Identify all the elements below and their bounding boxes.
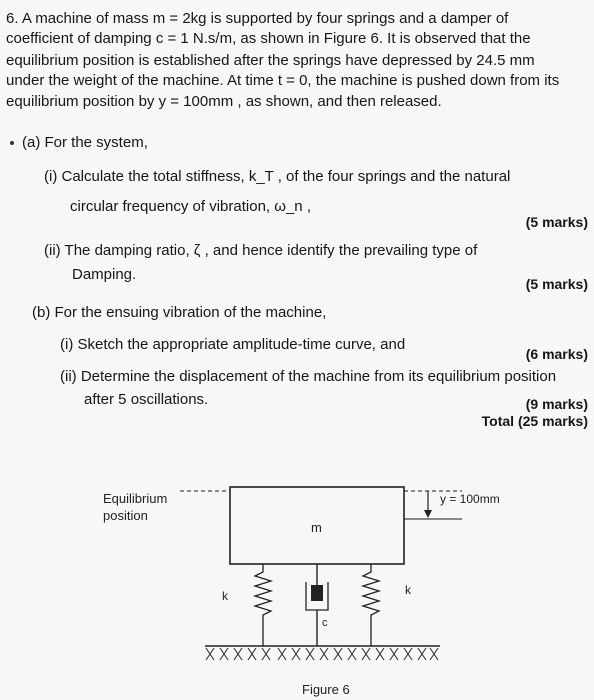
figure-6-diagram [0,470,594,700]
question-intro-line-3: equilibrium position is established after the springs have depressed by 24.5 mm [6,52,535,69]
equilibrium-label-line-1: Equilibrium [103,491,168,506]
spring-right-label: k [405,583,411,597]
part-b-ii-line-1: (ii) Determine the displacement of the machine from its equilibrium position [60,368,557,385]
displacement-arrow-head [424,510,432,518]
part-b-ii-line-2: after 5 oscillations. [84,391,209,408]
part-a-ii-marks: (5 marks) [525,276,588,292]
spring-left-label: k [222,589,228,603]
part-b-i-marks: (6 marks) [525,346,588,362]
part-a-i-line-2: circular frequency of vibration, ω_n , [70,198,311,215]
total-marks: Total (25 marks) [481,413,588,429]
part-a-heading: (a) For the system, [22,134,148,151]
part-b-i-line: (i) Sketch the appropriate amplitude-time curve, and [60,336,406,353]
part-a-i-line-1: (i) Calculate the total stiffness, k_T , of the four springs and the natural [44,168,511,185]
damper-piston [311,585,323,601]
part-b-ii-marks: (9 marks) [525,396,588,412]
figure-caption: Figure 6 [302,682,350,697]
damper-label: c [322,617,328,629]
part-b-heading: (b) For the ensuing vibration of the machine, [32,304,327,321]
displacement-label: y = 100mm [440,492,500,506]
question-intro-line-1: 6. A machine of mass m = 2kg is supported by four springs and a damper of [6,10,509,27]
bullet-dot [10,141,14,145]
question-intro-line-5: equilibrium position by y = 100mm , as shown, and then released. [6,93,442,110]
mass-label: m [311,520,322,535]
part-a-i-marks: (5 marks) [525,214,588,230]
part-a-ii-line-2: Damping. [72,266,137,283]
question-intro-line-2: coefficient of damping c = 1 N.s/m, as shown in Figure 6. It is observed that the [6,30,531,47]
part-a-ii-line-1: (ii) The damping ratio, ζ , and hence identify the prevailing type of [44,242,478,259]
spring-right [363,564,379,646]
question-intro-line-4: under the weight of the machine. At time t = 0, the machine is pushed down from its [6,72,560,89]
spring-left [255,564,271,646]
equilibrium-label-line-2: position [103,508,148,523]
ground-hatching [206,648,438,660]
